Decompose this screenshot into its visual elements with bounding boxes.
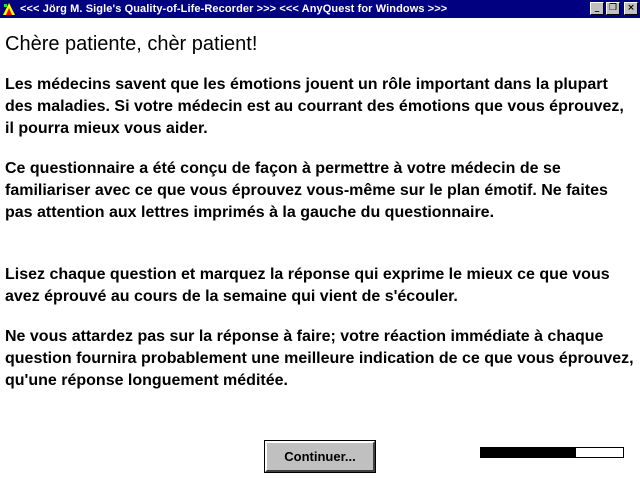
app-icon[interactable] xyxy=(2,2,16,16)
greeting-heading: Chère patiente, chèr patient! xyxy=(5,33,258,55)
minimize-icon: _ xyxy=(594,3,600,13)
progress-fill xyxy=(481,448,576,457)
title-bar[interactable] xyxy=(0,0,640,18)
instruction-paragraph-4: Ne vous attardez pas sur la réponse à faire; votre réaction immédiate à chaque question fournira probablement une meilleure indication de ce que vous éprouvez, qu'une réponse longuement méditée. xyxy=(5,328,634,389)
instruction-paragraph-1: Les médecins savent que les émotions jouent un rôle important dans la plupart des maladies. Si votre médecin est au courrant des émotions que vous éprouvez, il pourra mieux vous aider. xyxy=(5,76,624,137)
minimize-button[interactable] xyxy=(590,2,604,15)
restore-button[interactable] xyxy=(606,2,620,15)
progress-bar xyxy=(480,447,624,458)
restore-icon: ❐ xyxy=(608,3,618,13)
instruction-paragraph-2: Ce questionnaire a été conçu de façon à permettre à votre médecin de se familiariser avec ce que vous éprouvez vous-même sur le plan émotif. Ne faites pas attention aux lettres imprimés à la gauche du questionnaire. xyxy=(5,160,608,221)
close-button[interactable] xyxy=(624,2,638,15)
instruction-paragraph-3: Lisez chaque question et marquez la réponse qui exprime le mieux ce que vous avez éprouvé au cours de la semaine qui vient de s'écouler. xyxy=(5,266,610,305)
continue-button[interactable]: Continuer... xyxy=(265,441,375,472)
close-icon: × xyxy=(627,3,635,13)
window-controls xyxy=(590,2,638,15)
window-title: <<< Jörg M. Sigle's Quality-of-Life-Recorder >>> <<< AnyQuest for Windows >>> xyxy=(20,3,448,15)
